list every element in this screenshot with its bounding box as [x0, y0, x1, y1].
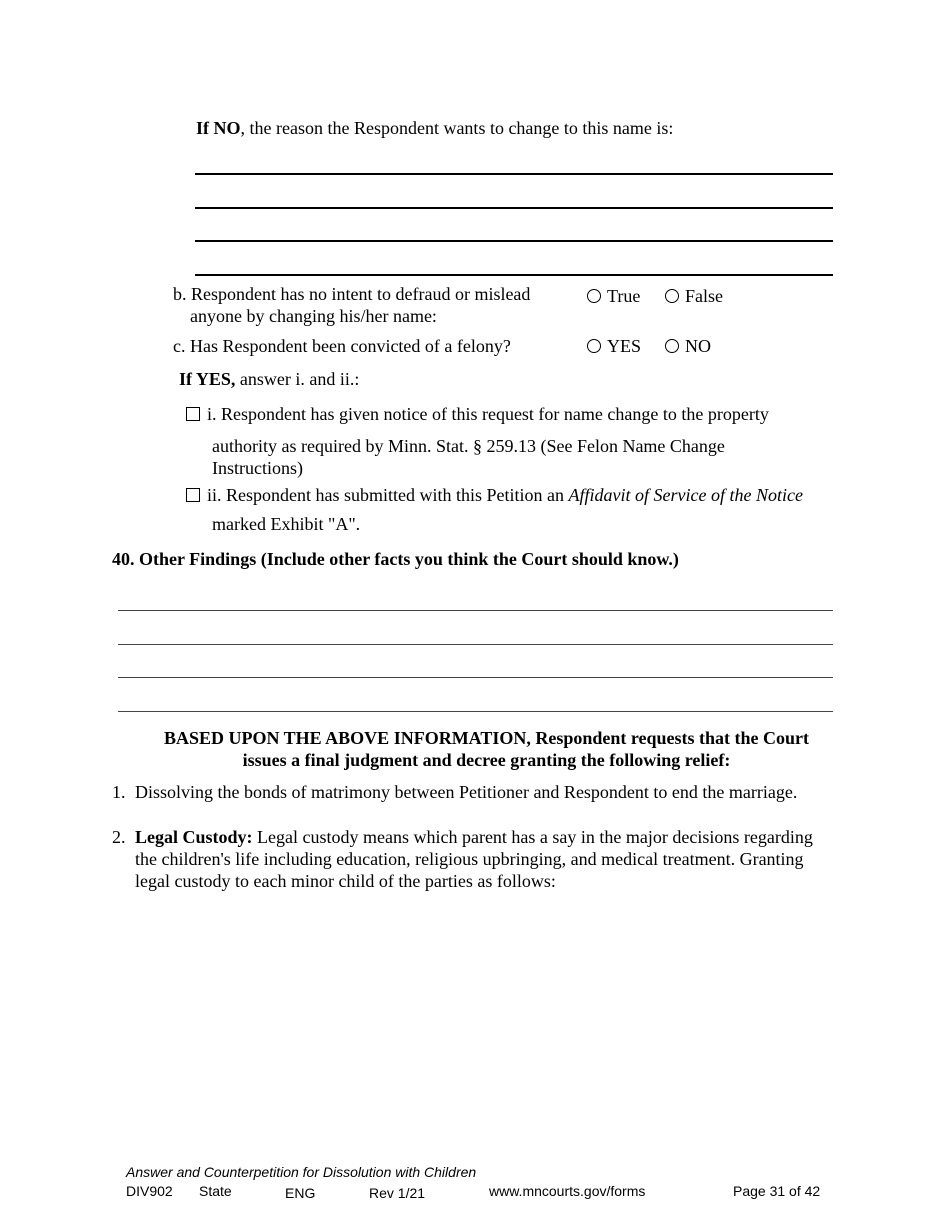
- item-1-number: 1.: [112, 782, 126, 802]
- item-i-line2: authority as required by Minn. Stat. § 259.13 (See Felon Name Change: [212, 436, 725, 456]
- item-b-false-option[interactable]: [665, 285, 723, 307]
- item-c-yes-label: YES: [607, 336, 642, 356]
- item-c-no-option[interactable]: [665, 335, 711, 357]
- footer-title: Answer and Counterpetition for Dissolution with Children: [126, 1164, 477, 1180]
- item-i-text: i. Respondent has given notice of this request for name change to the property: [207, 404, 769, 424]
- item-ii-text: ii. Respondent has submitted with this Petition an: [207, 485, 569, 505]
- item-2-line1: [135, 826, 813, 848]
- item-c-no-label: NO: [685, 336, 711, 356]
- footer-page-number: Page 31 of 42: [733, 1183, 821, 1199]
- item-ii-line1: [186, 484, 803, 506]
- radio-no-icon[interactable]: [665, 339, 679, 353]
- item-2-line3: legal custody to each minor child of the parties as follows:: [135, 871, 556, 891]
- item-b-line2: anyone by changing his/her name:: [190, 306, 437, 326]
- relief-heading-line1: BASED UPON THE ABOVE INFORMATION, Respondent requests that the Court: [163, 728, 810, 748]
- findings-line-3[interactable]: [118, 677, 833, 678]
- findings-line-4[interactable]: [118, 711, 833, 712]
- item-ii-checkbox[interactable]: [186, 488, 200, 502]
- radio-yes-icon[interactable]: [587, 339, 601, 353]
- reason-line-1[interactable]: [195, 173, 833, 175]
- reason-line-2[interactable]: [195, 207, 833, 209]
- reason-line-4[interactable]: [195, 274, 833, 276]
- item-i-line1: [186, 403, 769, 425]
- reason-line-3[interactable]: [195, 240, 833, 242]
- item-1-text: Dissolving the bonds of matrimony between Petitioner and Respondent to end the marriage.: [135, 782, 798, 802]
- if-no-label: If NO: [196, 118, 241, 138]
- relief-heading-line2: issues a final judgment and decree granting the following relief:: [242, 750, 731, 770]
- if-yes-prompt: [179, 368, 359, 390]
- item-2-number: 2.: [112, 827, 126, 847]
- if-yes-text: answer i. and ii.:: [235, 369, 360, 389]
- item-b-true-option[interactable]: [587, 285, 640, 307]
- item-ii-affidavit: Affidavit of Service of the Notice: [568, 485, 803, 505]
- item-2-line1-text: Legal custody means which parent has a say in the major decisions regarding: [252, 827, 813, 847]
- footer-url[interactable]: www.mncourts.gov/forms: [489, 1183, 646, 1199]
- item-b-false-label: False: [685, 286, 723, 306]
- if-no-prompt: [196, 117, 673, 139]
- item-i-checkbox[interactable]: [186, 407, 200, 421]
- item-ii-line2: marked Exhibit "A".: [212, 514, 361, 534]
- footer-language: ENG: [285, 1185, 316, 1201]
- footer-jurisdiction: State: [199, 1183, 232, 1199]
- findings-line-2[interactable]: [118, 644, 833, 645]
- item-b-line1: b. Respondent has no intent to defraud or mislead: [173, 284, 531, 304]
- radio-true-icon[interactable]: [587, 289, 601, 303]
- if-no-text: , the reason the Respondent wants to change to this name is:: [240, 118, 674, 138]
- footer-form-id: DIV902: [126, 1183, 173, 1199]
- legal-custody-label: Legal Custody:: [135, 827, 253, 847]
- footer-revision: Rev 1/21: [369, 1185, 426, 1201]
- item-b-true-label: True: [607, 286, 641, 306]
- item-c-yes-option[interactable]: [587, 335, 641, 357]
- if-yes-label: If YES,: [179, 369, 236, 389]
- section-40-heading: 40. Other Findings (Include other facts you think the Court should know.): [112, 549, 679, 569]
- item-c-question: c. Has Respondent been convicted of a felony?: [173, 336, 511, 356]
- item-i-line3: Instructions): [212, 458, 303, 478]
- radio-false-icon[interactable]: [665, 289, 679, 303]
- item-2-line2: the children's life including education, religious upbringing, and medical treatment. Granting: [135, 849, 804, 869]
- findings-line-1[interactable]: [118, 610, 833, 611]
